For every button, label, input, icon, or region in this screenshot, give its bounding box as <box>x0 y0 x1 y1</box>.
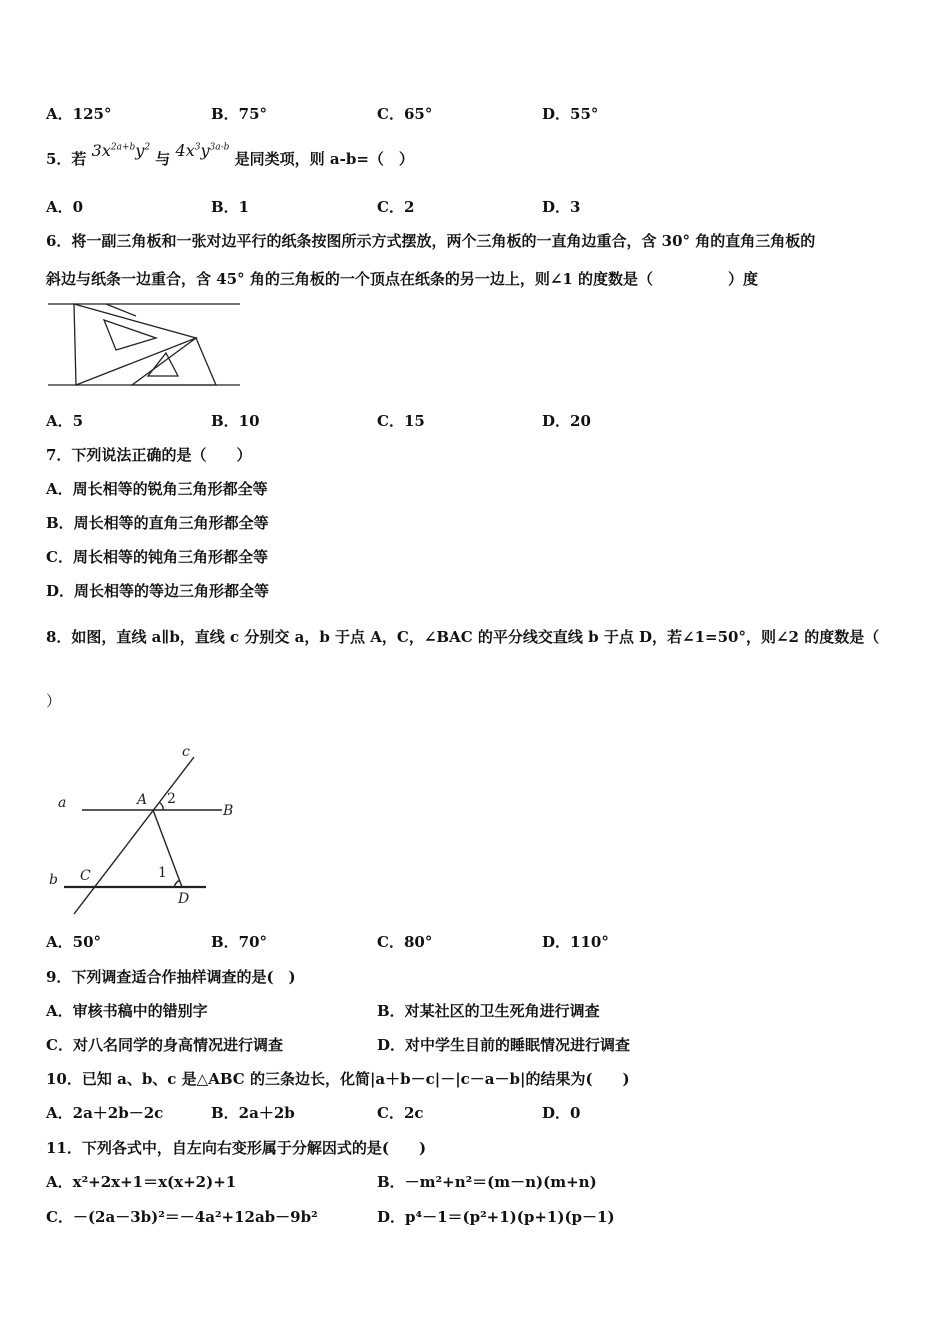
q6-figure <box>46 298 242 390</box>
q4-option-d: D．55° <box>542 105 599 123</box>
q7-option-c: C．周长相等的钝角三角形都全等 <box>46 548 268 566</box>
q7-stem: 7．下列说法正确的是（ ） <box>46 446 252 464</box>
q9-stem: 9．下列调查适合作抽样调查的是( ) <box>46 968 296 986</box>
q5-option-b: B．1 <box>211 198 250 216</box>
q5-option-d: D．3 <box>542 198 581 216</box>
q6-option-a: A．5 <box>46 412 84 430</box>
q10-option-b: B．2a＋2b <box>211 1104 295 1122</box>
q5-mid: 与 <box>155 150 171 168</box>
q6-stem-line2: 斜边与纸条一边重合，含 45° 角的三角板的一个顶点在纸条的另一边上，则∠1 的度数是（ ）度 <box>46 270 759 288</box>
q8-option-d: D．110° <box>542 933 609 951</box>
q9-option-a: A．审核书稿中的错别字 <box>46 1002 208 1020</box>
q11-option-a: A．x²+2x+1＝x(x+2)+1 <box>46 1173 237 1191</box>
q5-term2-base: 4x <box>175 141 195 160</box>
q5-term1-y: y <box>135 141 145 160</box>
q8-label-D: D <box>178 891 190 907</box>
q6-triangle-45-hole <box>148 353 178 376</box>
q5-prefix: 5．若 <box>46 150 87 168</box>
q8-option-c: C．80° <box>377 933 433 951</box>
q8-figure <box>46 742 246 918</box>
q5-term2-yexp: 3a-b <box>209 142 230 153</box>
q4-option-b: B．75° <box>211 105 268 123</box>
q9-option-b: B．对某社区的卫生死角进行调查 <box>377 1002 600 1020</box>
q5-stem <box>46 141 414 169</box>
q5-term2-y: y <box>200 141 210 160</box>
q8-line-c <box>74 757 194 914</box>
q5-term1-exp: 2a+b <box>110 142 136 153</box>
q6-option-b: B．10 <box>211 412 260 430</box>
q8-label-1: 1 <box>158 865 167 881</box>
q8-label-C: C <box>80 868 91 884</box>
q5-option-a: A．0 <box>46 198 84 216</box>
q6-stem-line1: 6．将一副三角板和一张对边平行的纸条按图所示方式摆放，两个三角板的一直角边重合，含 30° 角的直角三角板的 <box>46 232 816 250</box>
q9-option-d: D．对中学生目前的睡眠情况进行调查 <box>377 1036 631 1054</box>
q5-term1-yexp: 2 <box>144 142 151 153</box>
q8-label-A: A <box>137 792 148 808</box>
q11-option-d: D．p⁴－1＝(p²+1)(p+1)(p－1) <box>377 1208 615 1226</box>
q4-option-a: A．125° <box>46 105 112 123</box>
q8-label-c: c <box>182 744 190 760</box>
q5-term1-base: 3x <box>91 141 111 160</box>
q10-option-a: A．2a＋2b－2c <box>46 1104 164 1122</box>
q7-option-d: D．周长相等的等边三角形都全等 <box>46 582 270 600</box>
q8-label-2: 2 <box>167 791 176 807</box>
q9-option-c: C．对八名同学的身高情况进行调查 <box>46 1036 283 1054</box>
q6-option-d: D．20 <box>542 412 591 430</box>
q4-option-c: C．65° <box>377 105 433 123</box>
q7-option-a: A．周长相等的锐角三角形都全等 <box>46 480 268 498</box>
q8-label-b: b <box>49 872 58 888</box>
q6-triangle-45 <box>132 338 216 385</box>
q10-option-d: D．0 <box>542 1104 581 1122</box>
q11-option-c: C．－(2a－3b)²＝－4a²+12ab－9b² <box>46 1208 318 1226</box>
q5-term2-exp: 3 <box>194 142 201 153</box>
q5-option-c: C．2 <box>377 198 415 216</box>
q5-term2 <box>176 141 230 160</box>
q10-option-c: C．2c <box>377 1104 424 1122</box>
q8-option-a: A．50° <box>46 933 102 951</box>
q8-stem: 8．如图，直线 a∥b，直线 c 分别交 a，b 于点 A，C，∠BAC 的平分线交直线 b 于点 D，若∠1=50°，则∠2 的度数是（ <box>46 628 880 646</box>
q8-label-a: a <box>58 795 67 811</box>
q8-stem-close: ） <box>46 692 62 710</box>
q8-option-b: B．70° <box>211 933 268 951</box>
q8-label-B: B <box>223 803 234 819</box>
q5-term1 <box>92 141 150 160</box>
q11-option-b: B．－m²+n²＝(m－n)(m+n) <box>377 1173 597 1191</box>
q10-stem: 10．已知 a、b、c 是△ABC 的三条边长，化简|a＋b－c|－|c－a－b|的结果为( ) <box>46 1070 630 1088</box>
q11-stem: 11．下列各式中，自左向右变形属于分解因式的是( ) <box>46 1139 427 1157</box>
q5-suffix: 是同类项，则 a-b=（ ） <box>234 150 414 168</box>
q8-angle2-arc <box>159 802 163 810</box>
q6-option-c: C．15 <box>377 412 425 430</box>
q7-option-b: B．周长相等的直角三角形都全等 <box>46 514 269 532</box>
